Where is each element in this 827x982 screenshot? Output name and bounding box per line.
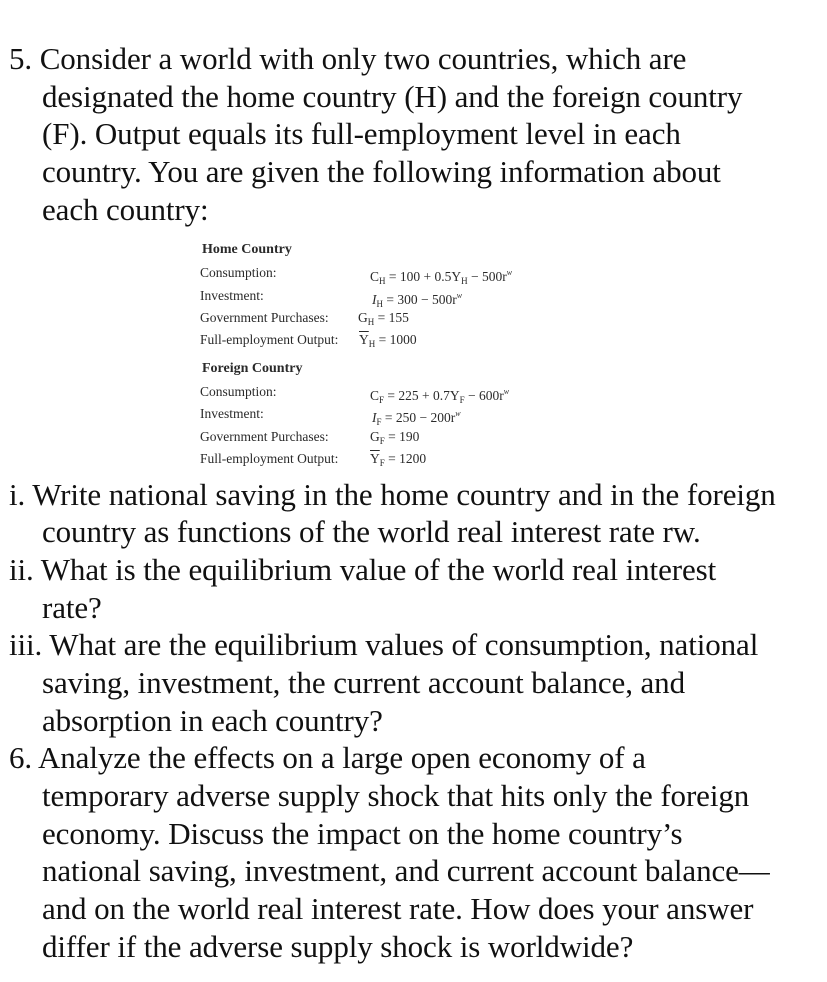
- q5-line-5: each country:: [42, 192, 209, 227]
- q5-line-3: (F). Output equals its full-employment level in each: [42, 116, 681, 151]
- q6-line-1: 6. Analyze the effects on a large open economy of a: [9, 740, 646, 775]
- q6-line-2: temporary adverse supply shock that hits only the foreign: [42, 778, 750, 813]
- foreign-consumption-equation: $C_F = 225 + 0.7Y_F - 600r^w$: [370, 387, 510, 405]
- home-investment-label: Investment:: [200, 288, 264, 303]
- home-output-label: Full-employment Output:: [200, 332, 339, 347]
- part-i-line-2: country as functions of the world real interest rate rw.: [42, 514, 701, 549]
- foreign-investment-equation: $I_F = 250 - 200r^w$: [372, 409, 461, 427]
- home-investment-equation: $I_H = 300 - 500r^w$: [372, 291, 463, 309]
- home-country-title: Home Country: [202, 242, 292, 257]
- foreign-output-label: Full-employment Output:: [200, 451, 339, 466]
- home-consumption-label: Consumption:: [200, 265, 277, 280]
- part-i-line-1: i. Write national saving in the home country and in the foreign: [9, 477, 776, 512]
- foreign-consumption-label: Consumption:: [200, 384, 277, 399]
- home-consumption-equation: $C_H = 100 + 0.5Y_H - 500r^w$: [370, 268, 513, 286]
- foreign-investment-label: Investment:: [200, 406, 264, 421]
- q5-line-1: 5. Consider a world with only two countries, which are: [9, 41, 687, 76]
- foreign-output-equation: $\overline{Y}_F = 1200$: [370, 451, 427, 468]
- q6-line-5: and on the world real interest rate. How does your answer: [42, 891, 754, 926]
- q5-line-4: country. You are given the following information about: [42, 154, 721, 189]
- q5-line-2: designated the home country (H) and the foreign country: [42, 79, 743, 114]
- part-iii-line-3: absorption in each country?: [42, 703, 383, 738]
- part-ii-line-1: ii. What is the equilibrium value of the world real interest: [9, 552, 717, 587]
- home-government-label: Government Purchases:: [200, 310, 329, 325]
- part-iii-line-2: saving, investment, the current account balance, and: [42, 665, 685, 700]
- q6-line-6: differ if the adverse supply shock is worldwide?: [42, 929, 634, 964]
- foreign-government-label: Government Purchases:: [200, 429, 329, 444]
- home-output-equation: $\overline{Y}_H = 1000$: [359, 332, 417, 349]
- q6-line-3: economy. Discuss the impact on the home country’s: [42, 816, 683, 851]
- part-ii-line-2: rate?: [42, 590, 102, 625]
- part-iii-line-1: iii. What are the equilibrium values of consumption, national: [9, 627, 759, 662]
- home-government-equation: $G_H = 155$: [358, 310, 409, 327]
- q6-line-4: national saving, investment, and current account balance—: [42, 853, 770, 888]
- foreign-country-title: Foreign Country: [202, 361, 303, 376]
- foreign-government-equation: $G_F = 190$: [370, 429, 420, 446]
